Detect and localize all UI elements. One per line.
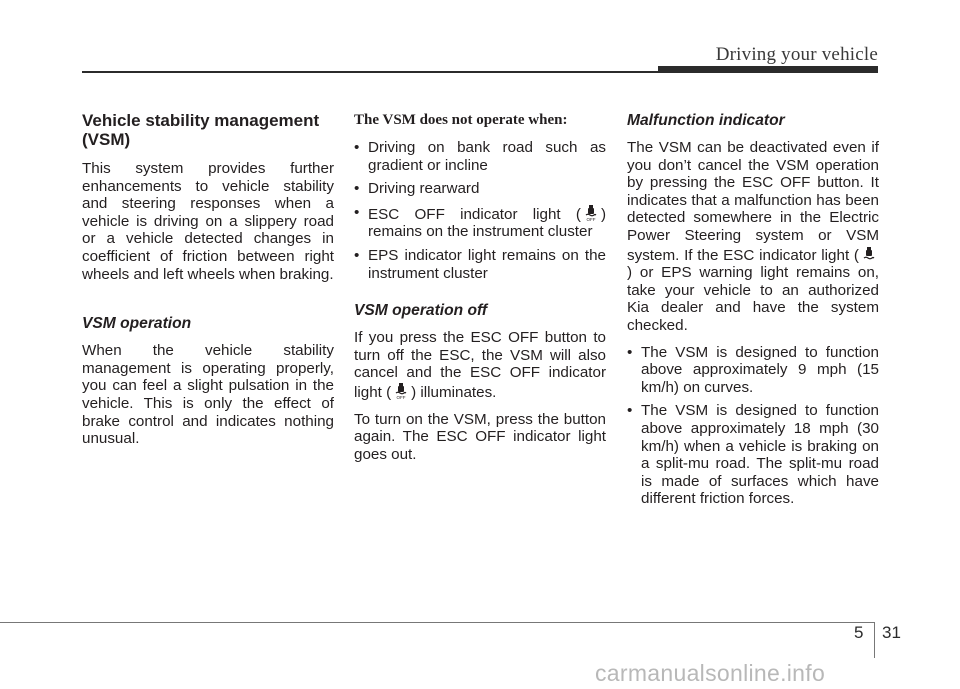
not-operate-heading: The VSM does not operate when: — [354, 112, 568, 128]
column-2 — [354, 111, 606, 472]
list-item — [354, 204, 606, 241]
esc-icon — [861, 245, 877, 263]
header-rule-accent — [658, 66, 878, 73]
header-title: Driving your vehicle — [715, 44, 878, 65]
list-item: • Driving on bank road such as gradient or incline — [354, 139, 606, 174]
vsm-intro-paragraph: This system provides further enhancements to vehicle stability and steering responses when a vehicle is driving on a slippery road or a vehicle detected changes in coefficient of friction between right wheels and left wheels when braking. — [82, 160, 334, 283]
watermark: carmanualsonline.info — [595, 660, 826, 686]
vsm-operation-heading: VSM operation — [82, 315, 192, 333]
vsm-off-paragraph-2: To turn on the VSM, press the button again. The ESC OFF indicator light goes out. — [354, 410, 606, 463]
list-item-text: ) remains on the instrument cluster — [368, 205, 606, 241]
malfunction-heading: Malfunction indicator — [627, 112, 785, 129]
list-item: • EPS indicator light remains on the instrument cluster — [354, 247, 606, 282]
esc-off-icon — [583, 204, 599, 222]
malfunction-paragraph: The VSM can be deactivated even if you don’t cancel the VSM operation by pressing the ESC OFF button. It indicates that a malfunction has been detected somewhere in the Electric Power Steering system or VSM system. If the ESC indicator light () or EPS warning light remains on, take your vehicle to an authorized Kia dealer and have the system checked. — [627, 139, 879, 334]
list-item: • Driving rearward — [354, 180, 606, 198]
not-operate-list — [354, 139, 606, 282]
chapter-number: 5 — [854, 623, 864, 642]
list-item: • The VSM is designed to function above approximately 9 mph (15 km/h) on curves. — [627, 344, 879, 397]
list-item-text: ESC OFF indicator light ( — [368, 205, 581, 223]
vsm-operation-paragraph: When the vehicle stability management is operating properly, you can feel a slight pulsation in the vehicle. This is only the effect of brake control and indicates nothing unusual. — [82, 342, 334, 448]
section-heading-vsm: Vehicle stability management (VSM) — [82, 111, 320, 149]
esc-off-icon — [393, 382, 409, 400]
footer-rule — [0, 622, 874, 623]
list-item: • The VSM is designed to function above approximately 18 mph (30 km/h) when a vehicle is braking on a split-mu road. The split-mu road is made of surfaces which have different friction forces. — [627, 402, 879, 508]
page-number: 31 — [882, 623, 901, 642]
column-3 — [627, 111, 879, 514]
vsm-operation-off-heading: VSM operation off — [354, 302, 488, 320]
footer-divider — [874, 622, 875, 658]
malfunction-list — [627, 344, 879, 508]
svg-text:OFF: OFF — [586, 216, 596, 222]
column-1 — [82, 111, 334, 457]
vsm-off-paragraph-1: If you press the ESC OFF button to turn off the ESC, the VSM will also cancel and the ESC OFF indicator light ( OFF ) illuminates. — [354, 329, 606, 401]
svg-text:OFF: OFF — [396, 394, 406, 400]
